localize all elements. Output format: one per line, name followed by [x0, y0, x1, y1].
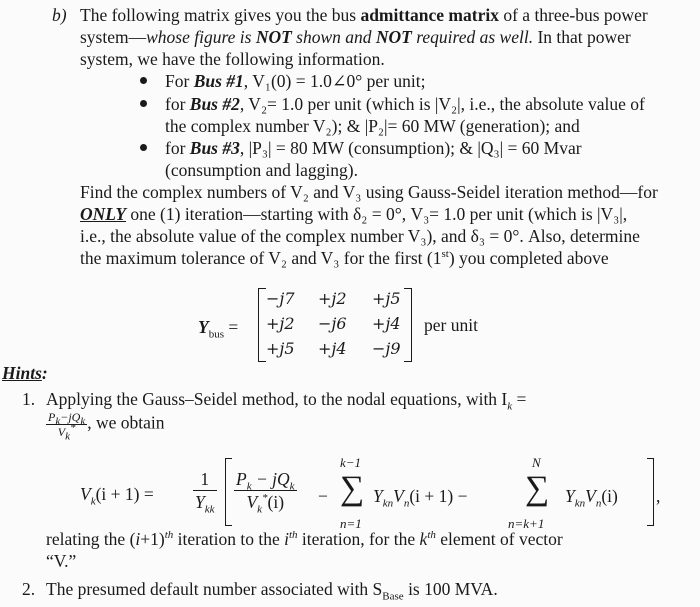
bullet-1-pre: For [165, 71, 194, 91]
formula-sum1-top: k−1 [340, 455, 362, 470]
intro-line-2-post: In that power [533, 27, 631, 47]
formula-jqk: − jQ [251, 469, 290, 489]
relating-mid1: +1) [140, 529, 165, 549]
matrix-equals: = [228, 317, 239, 337]
formula-pk: P [236, 469, 247, 489]
bullet-3-text: , |P₃| = 80 MW (consumption); & |Q₃| = 60 Mvar [239, 138, 582, 158]
task-only: ONLY [80, 204, 127, 224]
formula-sum1-bot: n=1 [340, 516, 362, 531]
hint-ik-num-mid: −jQ [60, 410, 81, 424]
formula-vk-arg: (i) [267, 492, 285, 512]
bullet-dot-1 [140, 77, 147, 84]
matrix-label-sub: bus [208, 328, 224, 341]
intro-line-2-ital-2: shown and [291, 27, 376, 47]
formula-term2-vn: V [585, 486, 596, 506]
bullet-1-bus: Bus #1 [193, 71, 244, 91]
matrix-cell-1-1: −j6 [318, 314, 347, 333]
bullet-2-text: , V₂= 1.0 per unit (which is |V₂|, i.e., the absolute value of [239, 94, 645, 114]
formula-vk-star: V [246, 492, 258, 512]
matrix-label [198, 316, 239, 341]
matrix-cell-0-1: +j2 [318, 289, 347, 308]
bullet-3-cont: (consumption and lagging). [165, 160, 358, 180]
task-line-2 [80, 203, 627, 225]
intro-line-2-ital-1: whose figure is [146, 27, 256, 47]
bullet-3 [165, 137, 582, 159]
matrix-bracket-left [258, 288, 266, 362]
hints-title [2, 362, 48, 384]
formula-pq-fraction [234, 468, 297, 516]
bullet-2-cont: the complex number V₂); & |P₂|= 60 MW (generation); and [165, 116, 580, 136]
hint-ik-num-p: P [48, 410, 56, 424]
bullet-dot-2 [140, 100, 147, 107]
section-label: b) [52, 5, 67, 25]
hint-2-text [46, 578, 498, 603]
hint-we-obtain: , we obtain [87, 412, 165, 433]
formula-term2-arg: (i) [601, 486, 618, 506]
formula-sum2-bot: n=k+1 [508, 516, 545, 531]
intro-bold: admittance matrix [360, 5, 499, 25]
relating-post: element of vector [435, 529, 563, 549]
formula-prefactor-num: 1 [193, 468, 217, 491]
hint-2-pre: The presumed default number associated with S [46, 579, 383, 599]
hint-1-num: 1. [22, 389, 36, 409]
bullet-3-pre: for [165, 138, 190, 158]
relating-k: k [419, 529, 428, 549]
matrix-label-y: Y [198, 317, 209, 337]
intro-line-2-ital-3: required as well. [411, 27, 534, 47]
hint-2-sub: Base [382, 590, 404, 603]
matrix-cell-0-2: +j5 [372, 289, 401, 308]
hint-2-num: 2. [22, 579, 36, 599]
intro-line-1-pre: The following matrix gives you the bus [80, 5, 361, 25]
formula-term1-arg: (i + 1) − [409, 486, 468, 506]
formula-term1-vn: V [393, 486, 404, 506]
hint-1-k: k [507, 400, 513, 413]
intro-line-3: system, we have the following information. [80, 49, 385, 69]
formula-prefactor-den: $Y_{kk}$ [195, 492, 215, 516]
bullet-3-bus: Bus #3 [189, 138, 240, 158]
intro-line-1 [80, 4, 648, 26]
formula-sum1-sigma: ∑ [340, 470, 365, 507]
intro-line-2-not-2: NOT [375, 27, 412, 47]
formula-lhs-arg: (i + 1) = [95, 484, 154, 504]
relating-line-1 [46, 528, 563, 550]
formula-prefactor [193, 468, 217, 516]
formula-comma: , [656, 486, 661, 506]
matrix-unit: per unit [424, 315, 478, 335]
task-line-4 [80, 247, 609, 269]
hint-1-line-1 [46, 388, 527, 413]
formula-pq [234, 468, 297, 516]
formula-term2: $Y_{kn}V_n(i)$ [565, 486, 618, 510]
relating-i1: i [135, 529, 141, 549]
formula-term1-y: Y [373, 486, 383, 506]
hints-title-text: Hints [2, 363, 42, 383]
formula-ykk: Y [195, 492, 205, 512]
relating-th1: th [164, 529, 174, 542]
bullet-2 [165, 93, 645, 115]
hint-ik-fraction [46, 410, 87, 443]
formula-minus: − [318, 486, 328, 506]
matrix-bracket-right [404, 288, 412, 362]
task-line-4-pre: the maximum tolerance of V₂ and V₃ for the first (1 [80, 248, 442, 268]
relating-th2: th [288, 529, 298, 542]
formula-sum2-sigma: ∑ [525, 470, 550, 507]
hints-title-colon: : [41, 363, 48, 383]
bullet-1 [165, 70, 425, 92]
formula-term1: $Y_{kn}V_n(i + 1)$ − [373, 486, 468, 510]
task-line-4-sup: st [441, 248, 449, 261]
task-line-2-post: one (1) iteration—starting with δ₂ = 0°, V₃= 1.0 per unit (which is |V₃|, [126, 204, 628, 224]
task-line-3: i.e., the absolute value of the complex number V₃), and δ₃ = 0°. Also, determine [80, 226, 640, 246]
matrix-cell-1-0: +j2 [266, 314, 295, 333]
intro-line-2-pre: system— [80, 27, 147, 47]
formula-pq-num: $P_k - jQ_k$ [236, 469, 295, 493]
formula-lhs-v: V [80, 484, 91, 504]
formula-bracket-left [225, 458, 232, 526]
matrix-cell-2-0: +j5 [266, 339, 295, 358]
relating-i2: i [284, 529, 289, 549]
intro-line-2 [80, 26, 631, 48]
matrix-cell-0-0: −j7 [266, 289, 295, 308]
bullet-dot-3 [140, 144, 147, 151]
task-line-4-post: ) you completed above [448, 248, 609, 268]
intro-line-1-post: of a three-bus power [498, 5, 648, 25]
task-line-1: Find the complex numbers of V₂ and V₃ using Gauss-Seidel iteration method—for [80, 182, 658, 202]
hint-ik-fraction-den: $V_k^*$ [57, 422, 76, 443]
relating-mid3: iteration, for the [297, 529, 420, 549]
relating-pre: relating the ( [46, 529, 136, 549]
hint-ik-den-v: V [57, 425, 66, 439]
bullet-1-text: , V₁(0) = 1.0∠0° per unit; [243, 71, 426, 91]
hint-1-eq: = [512, 389, 527, 409]
hint-ik-fraction-num: $P_k-jQ_k$ [48, 410, 86, 428]
hint-2-post: is 100 MVA. [403, 579, 498, 599]
relating-mid2: iteration to the [173, 529, 285, 549]
matrix-cell-2-2: −j9 [372, 339, 401, 358]
formula-lhs: $V_k(i + 1)$ = [80, 484, 154, 508]
hint-1-line-2 [46, 410, 165, 443]
formula-bracket-right [647, 458, 654, 526]
formula-term2-y: Y [565, 486, 575, 506]
matrix-cell-1-2: +j4 [372, 314, 401, 333]
bullet-2-pre: for [165, 94, 190, 114]
relating-line-2: “V.” [46, 551, 77, 571]
hint-1-line-1-text: Applying the Gauss–Seidel method, to the nodal equations, with I [46, 389, 508, 409]
bullet-2-bus: Bus #2 [189, 94, 240, 114]
formula-one-over-ykk [193, 468, 217, 516]
relating-th3: th [427, 529, 436, 542]
formula-sum2-top: N [532, 455, 541, 470]
matrix-cell-2-1: +j4 [318, 339, 347, 358]
formula-pq-den: $V_k^*(i)$ [246, 492, 285, 516]
intro-line-2-not-1: NOT [255, 27, 292, 47]
